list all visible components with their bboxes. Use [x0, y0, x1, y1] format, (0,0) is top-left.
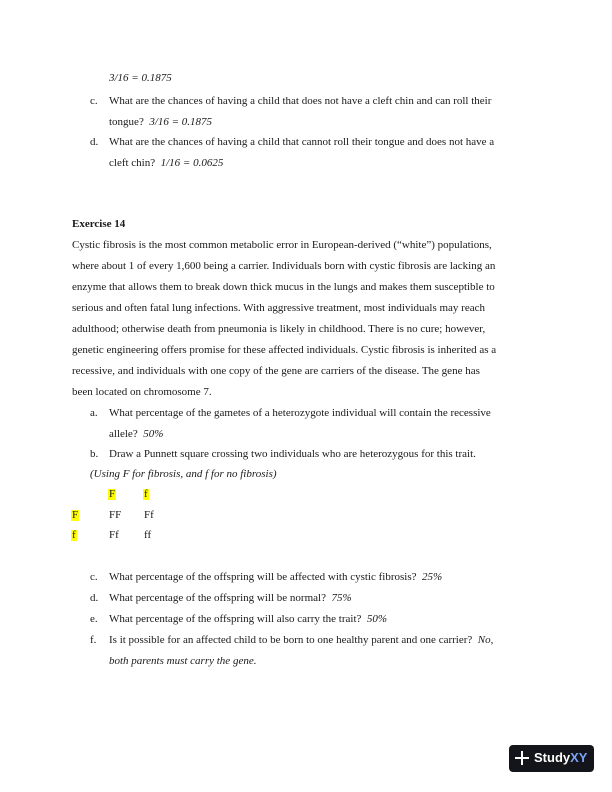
punnett-cell: ff [144, 529, 152, 541]
question-e-letter: e. [90, 613, 98, 625]
answer-a: 50% [143, 428, 164, 440]
brand-name-study: Study [534, 750, 571, 765]
prev-c-answer: 3/16 = 0.1875 [149, 116, 213, 128]
paragraph-line: adulthood; otherwise death from pneumonia is likely in childhood. There is no cure; however, [72, 323, 486, 335]
punnett-col-header: f [144, 488, 148, 500]
answer-d: 75% [331, 592, 352, 604]
question-a-letter: a. [90, 407, 98, 419]
question-b: Draw a Punnett square crossing two individuals who are heterozygous for this trait. [109, 448, 476, 460]
paragraph-line: serious and often fatal lung infections. With aggressive treatment, most individuals may reach [72, 302, 485, 314]
studyxy-badge[interactable] [509, 745, 594, 772]
brand-name-xy: XY [570, 750, 588, 765]
question-f-letter: f. [90, 634, 97, 646]
paragraph-line: Cystic fibrosis is the most common metabolic error in European-derived (“white”) populations, [72, 239, 492, 251]
question-c-letter: c. [90, 571, 98, 583]
question-b-letter: b. [90, 448, 99, 460]
question-f-line1 [109, 635, 493, 646]
paragraph-line: genetic engineering offers promise for these affected individuals. Cystic fibrosis is inherited as a [72, 344, 497, 356]
answer-f-start: No, [477, 634, 494, 646]
question-a-end: allele? [109, 428, 138, 440]
paragraph-line: been located on chromosome 7. [72, 386, 212, 398]
prev-c-question-line1: What are the chances of having a child that does not have a cleft chin and can roll their [109, 95, 492, 107]
question-a-line1: What percentage of the gametes of a heterozygote individual will contain the recessive [109, 407, 491, 419]
prev-d-question-line2 [109, 158, 223, 169]
question-e-line [109, 614, 387, 625]
punnett-col-header: F [109, 488, 116, 500]
question-c-line [109, 572, 442, 583]
question-d-line [109, 593, 352, 604]
punnett-cell: FF [109, 509, 122, 521]
prev-d-question-line1: What are the chances of having a child that cannot roll their tongue and does not have a [109, 136, 495, 148]
answer-e: 50% [366, 613, 388, 625]
prev-d-answer: 1/16 = 0.0625 [160, 157, 224, 169]
punnett-row-header: F [72, 509, 79, 521]
prev-c-letter: c. [90, 95, 98, 107]
punnett-note: (Using F for fibrosis, and f for no fibrosis) [90, 468, 277, 480]
prev-d-question-end: cleft chin? [109, 157, 156, 169]
paragraph-line: enzyme that allows them to break down thick mucus in the lungs and makes them susceptible to [72, 281, 495, 293]
question-e: What percentage of the offspring will also carry the trait? [109, 613, 362, 625]
question-d: What percentage of the offspring will be normal? [109, 592, 326, 604]
question-c: What percentage of the offspring will be affected with cystic fibrosis? [109, 571, 417, 583]
punnett-cell: Ff [144, 509, 154, 521]
prev-c-question-end: tongue? [109, 116, 144, 128]
paragraph-line: where about 1 of every 1,600 being a carrier. Individuals born with cystic fibrosis are lacking an [72, 260, 496, 272]
exercise-title: Exercise 14 [72, 218, 126, 230]
answer-c: 25% [421, 571, 443, 583]
question-d-letter: d. [90, 592, 99, 604]
punnett-cell: Ff [109, 529, 119, 541]
prev-b-answer: 3/16 = 0.1875 [109, 72, 172, 84]
punnett-row-header: f [72, 529, 76, 541]
plus-icon [515, 751, 529, 765]
question-a-line2 [109, 429, 163, 440]
paragraph-line: recessive, and individuals with one copy of the gene are carriers of the disease. The gene has [72, 365, 480, 377]
prev-d-letter: d. [90, 136, 99, 148]
answer-f-line2: both parents must carry the gene. [109, 655, 257, 667]
prev-c-question-line2 [109, 117, 212, 128]
question-f: Is it possible for an affected child to be born to one healthy parent and one carrier? [109, 634, 473, 646]
brand-name [534, 751, 587, 764]
